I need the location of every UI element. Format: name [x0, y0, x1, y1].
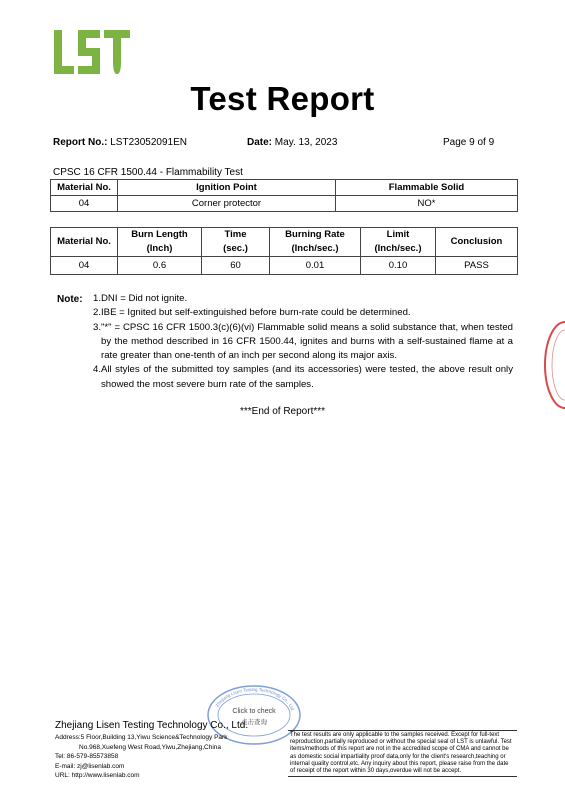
stamp-check-text: Click to check [232, 708, 276, 715]
note-item: 1.DNI = Did not ignite. [93, 293, 188, 304]
footer-email: E-mail: zj@lisenlab.com [55, 762, 125, 770]
footer-address: No.968,Xuefeng West Road,Yiwu,Zhejiang,China [79, 743, 222, 751]
table-row [51, 196, 518, 212]
table-header: Material No. [51, 228, 118, 257]
footer-url: URL: http://www.lisenlab.com [55, 772, 140, 780]
table-header-row [51, 180, 518, 196]
table-cell: NO* [336, 196, 518, 212]
footer-company: Zhejiang Lisen Testing Technology Co., Ltd. [55, 720, 249, 731]
table-cell: 0.10 [361, 257, 436, 275]
table-header: Burn Length (Inch) [118, 228, 202, 257]
table-cell: 04 [51, 196, 118, 212]
report-number: Report No.: LST23052091EN [53, 137, 187, 148]
table-header: Material No. [51, 180, 118, 196]
note-item: 4.All styles of the submitted toy samples (and its accessories) were tested, the above result only showed the most severe burn rate of the samples. [93, 364, 513, 390]
table-header: Conclusion [436, 228, 518, 257]
stamp-check-text-cn: 点击查询 [241, 718, 267, 726]
flammable-solid-table [50, 179, 518, 212]
page-number: Page 9 of 9 [443, 137, 495, 148]
table-header: Flammable Solid [336, 180, 518, 196]
table-header-row [51, 228, 518, 257]
note-label: Note: [57, 294, 83, 305]
table-row [51, 257, 518, 275]
lst-logo [54, 28, 130, 76]
footer-tel: Tel: 86-579-85573858 [55, 753, 119, 761]
red-seal-mark [544, 320, 565, 410]
table-header: Time (sec.) [202, 228, 270, 257]
footer-address: Address:5 Floor,Building 13,Yiwu Science&Technology Park [55, 734, 228, 741]
section-title: CPSC 16 CFR 1500.44 - Flammability Test [53, 167, 243, 178]
notes-list [93, 292, 513, 392]
table-header: Ignition Point [118, 180, 336, 196]
table-cell: 60 [202, 257, 270, 275]
table-cell: 0.6 [118, 257, 202, 275]
note-item: 3."*" = CPSC 16 CFR 1500.3(c)(6)(vi) Flammable solid means a solid substance that, when tested by the method described in 16 CFR 1500.44, ignites and burns with a self-sustained flame at a rate greater than one-tenth of an inch per second along its major axis. [93, 321, 513, 362]
report-date: Date: May. 13, 2023 [247, 137, 338, 148]
table-header: Limit (Inch/sec.) [361, 228, 436, 257]
end-of-report: ***End of Report*** [239, 406, 326, 417]
page-title: Test Report [190, 80, 375, 117]
footer-disclaimer: The test results are only applicable to the samples received. Except for full-text reproduction,partially reproduced or without the special seal of LST is unlawful. Test items/methods of this report are not in the accredited scope of CMA and cannot be as domestic social impartiality proof data,only for the client's research,teaching or internal quality control,etc. Any inquiry about this report, please raise from the date of receipt of the report within 30 days,overdue will not be accept. [288, 730, 517, 777]
table-cell: 0.01 [270, 257, 361, 275]
burn-rate-table [50, 227, 518, 275]
note-item: 2.IBE = Ignited but self-extinguished before burn-rate could be determined. [93, 307, 411, 319]
table-cell: 04 [51, 257, 118, 275]
table-cell: PASS [436, 257, 518, 275]
table-cell: Corner protector [118, 196, 336, 212]
table-header: Burning Rate (Inch/sec.) [270, 228, 361, 257]
stamp-ring-text: Zhejiang Lisen Testing Technology Co., Ltd. [214, 686, 296, 713]
footer-contact [55, 733, 227, 781]
